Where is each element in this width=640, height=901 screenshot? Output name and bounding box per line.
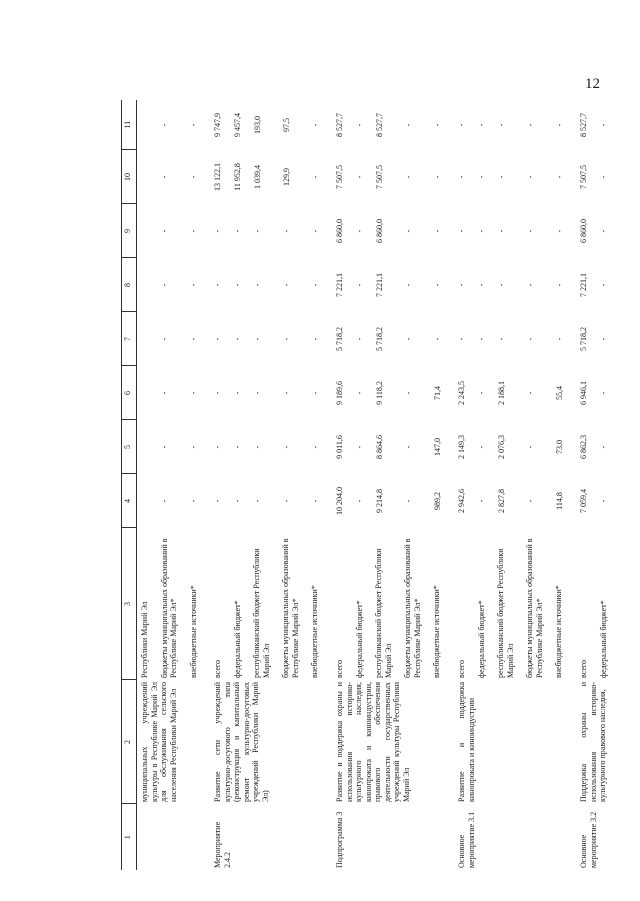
value: -	[477, 337, 486, 341]
value: 2 149,3	[457, 435, 466, 459]
value: 9 214,8	[375, 489, 384, 513]
value: -	[311, 175, 320, 179]
value: -	[526, 123, 535, 127]
header-cell: 4	[122, 474, 137, 528]
funding-source: республиканский бюджет Республики Марий Эл	[496, 548, 515, 678]
value: -	[253, 337, 262, 341]
funding-source: федеральный бюджет*	[232, 600, 242, 678]
value: -	[189, 499, 198, 503]
value: -	[599, 499, 608, 503]
value-cell	[332, 420, 454, 474]
value-cell	[210, 100, 332, 150]
table-row	[576, 100, 620, 870]
value-cell	[137, 204, 211, 258]
value: 147,0	[433, 438, 442, 456]
value-cell	[332, 366, 454, 420]
value-cell	[576, 420, 620, 474]
row-description: Развитие и поддержка охраны и использования историко-культурного наследия, кинопроката и киноиндустрии, правового обеспечения деятельности государственных учреждений культуры Республики Марий Эл	[335, 682, 411, 802]
value: -	[599, 283, 608, 287]
value: -	[213, 391, 222, 395]
header-cell: 7	[122, 312, 137, 366]
value: -	[555, 337, 564, 341]
value	[140, 422, 150, 472]
value: -	[526, 337, 535, 341]
value: -	[233, 337, 242, 341]
value: -	[526, 175, 535, 179]
value: -	[189, 229, 198, 233]
value: -	[355, 175, 364, 179]
value: -	[282, 229, 291, 233]
value: -	[404, 229, 413, 233]
value: 6 862,3	[579, 435, 588, 459]
value: 97,5	[282, 118, 291, 132]
value: -	[355, 337, 364, 341]
header-cell: 3	[122, 528, 137, 680]
value: -	[213, 283, 222, 287]
value: -	[213, 499, 222, 503]
value: -	[599, 175, 608, 179]
value: -	[355, 499, 364, 503]
value-cell	[137, 312, 211, 366]
value: 10 204,0	[335, 487, 344, 515]
value: 9 747,9	[213, 113, 222, 137]
table-row	[332, 100, 454, 870]
value: -	[477, 175, 486, 179]
value: 73,0	[555, 440, 564, 454]
row-description: муниципальных учреждений культуры в Республике Марий Эл для обслуживания сельского населения Республики Марий Эл	[140, 682, 178, 802]
value: 55,4	[555, 386, 564, 400]
value: 11 952,8	[233, 163, 242, 191]
value: -	[355, 229, 364, 233]
value-cell	[454, 204, 576, 258]
header-cell: 8	[122, 258, 137, 312]
value: -	[189, 391, 198, 395]
value: 5 718,2	[335, 327, 344, 351]
value: -	[457, 123, 466, 127]
value: -	[282, 391, 291, 395]
value	[140, 102, 150, 148]
value-cell	[210, 258, 332, 312]
row-label	[137, 804, 211, 870]
value: -	[160, 283, 169, 287]
value	[140, 152, 150, 202]
value: -	[311, 229, 320, 233]
value: 8 864,6	[375, 435, 384, 459]
funding-source: всего	[213, 659, 222, 678]
value: 6 860,0	[375, 219, 384, 243]
value-cell	[332, 204, 454, 258]
value-cell	[332, 150, 454, 204]
value: -	[477, 499, 486, 503]
value: 8 527,7	[335, 113, 344, 137]
value: 8 527,7	[375, 113, 384, 137]
value: -	[404, 391, 413, 395]
value: 989,2	[433, 492, 442, 510]
row-description: Развитие и поддержка кинопроката и киноиндустрии	[457, 682, 476, 802]
funding-source: федеральный бюджет*	[598, 600, 608, 678]
funding-source: всего	[579, 659, 588, 678]
value: 6 860,0	[335, 219, 344, 243]
funding-source-cell	[454, 528, 576, 680]
value: -	[189, 123, 198, 127]
funding-source: бюджеты муниципальных образований в Республике Марий Эл*	[525, 538, 544, 678]
value: -	[253, 229, 262, 233]
value: -	[160, 175, 169, 179]
header-cell: 5	[122, 420, 137, 474]
value: 129,9	[282, 168, 291, 186]
header-cell: 11	[122, 100, 137, 150]
value: -	[404, 499, 413, 503]
value: -	[282, 499, 291, 503]
value-cell	[137, 420, 211, 474]
funding-source-cell	[332, 528, 454, 680]
funding-source: республиканский бюджет Республики Марий Эл	[374, 548, 393, 678]
value	[140, 368, 150, 418]
value: -	[311, 123, 320, 127]
value: -	[311, 499, 320, 503]
value: -	[253, 391, 262, 395]
value: -	[526, 445, 535, 449]
value: 7 507,5	[375, 165, 384, 189]
value: -	[160, 499, 169, 503]
value: 13 122,1	[213, 163, 222, 191]
value-cell	[210, 204, 332, 258]
value-cell	[210, 420, 332, 474]
value-cell	[210, 312, 332, 366]
value: -	[160, 391, 169, 395]
value: -	[477, 391, 486, 395]
value-cell	[137, 150, 211, 204]
value: 1 039,4	[253, 165, 262, 189]
header-cell: 6	[122, 366, 137, 420]
value: 8 527,7	[579, 113, 588, 137]
value: 9 118,2	[375, 381, 384, 405]
value: -	[404, 337, 413, 341]
funding-source: внебюджетные источники*	[310, 585, 319, 678]
value-cell	[137, 366, 211, 420]
value: 6 946,1	[579, 381, 588, 405]
value: 9 011,6	[335, 435, 344, 459]
value: -	[555, 123, 564, 127]
value-cell	[137, 474, 211, 528]
header-cell: 1	[122, 804, 137, 870]
value: -	[599, 445, 608, 449]
value: 6 860,0	[579, 219, 588, 243]
value-cell	[576, 366, 620, 420]
value	[140, 206, 150, 256]
value: -	[433, 123, 442, 127]
value: -	[355, 283, 364, 287]
header-cell: 10	[122, 150, 137, 204]
value: -	[433, 337, 442, 341]
funding-source: всего	[335, 659, 344, 678]
value-cell	[210, 474, 332, 528]
value: 71,4	[433, 386, 442, 400]
value: -	[189, 445, 198, 449]
value: -	[433, 229, 442, 233]
value-cell	[454, 258, 576, 312]
funding-source: внебюджетные источники*	[188, 585, 198, 678]
value: -	[311, 391, 320, 395]
value-cell	[332, 258, 454, 312]
value: -	[497, 283, 506, 287]
value: -	[477, 123, 486, 127]
value-cell	[210, 150, 332, 204]
value: -	[526, 499, 535, 503]
value: -	[599, 229, 608, 233]
funding-source: внебюджетные источники*	[432, 585, 441, 678]
table-row	[454, 100, 576, 870]
value: -	[311, 283, 320, 287]
row-description: Поддержка охраны и использования историко-культурного правового наследия,	[579, 682, 607, 802]
value: 9 457,4	[233, 113, 242, 137]
table-header-row	[122, 100, 137, 870]
value: -	[497, 337, 506, 341]
value: 5 718,2	[579, 327, 588, 351]
value: -	[233, 445, 242, 449]
funding-source: бюджеты муниципальных образований в Республике Марий Эл*	[281, 538, 300, 678]
value: -	[189, 337, 198, 341]
value: -	[404, 175, 413, 179]
value: -	[253, 445, 262, 449]
value: -	[233, 499, 242, 503]
value: -	[282, 283, 291, 287]
value: -	[555, 175, 564, 179]
value: -	[526, 283, 535, 287]
funding-source-cell	[576, 528, 620, 680]
value: -	[404, 445, 413, 449]
value: -	[477, 445, 486, 449]
value-cell	[576, 258, 620, 312]
row-label: Подпрограмма 3	[335, 811, 344, 868]
value: -	[160, 337, 169, 341]
value: 2 827,8	[497, 489, 506, 513]
value-cell	[576, 312, 620, 366]
value: 9 189,6	[335, 381, 344, 405]
value: -	[189, 283, 198, 287]
funding-source: внебюджетные источники*	[554, 585, 563, 678]
value: 2 243,5	[457, 381, 466, 405]
row-label: Основное мероприятие 3.2	[579, 811, 598, 868]
value-cell	[332, 312, 454, 366]
value: -	[355, 445, 364, 449]
value: -	[233, 229, 242, 233]
funding-source-cell	[137, 528, 211, 680]
value: -	[213, 445, 222, 449]
value: -	[355, 391, 364, 395]
row-description: Развитие сети учреждений культурно-досугового типа (реконструкция и капитальный ремонт культурно-досуговых учреждений Республики Марий Эл)	[213, 682, 270, 802]
value: -	[160, 445, 169, 449]
value: 7 221,1	[579, 273, 588, 297]
header-cell: 9	[122, 204, 137, 258]
funding-source: Республики Марий Эл	[140, 601, 149, 678]
value: -	[457, 283, 466, 287]
value-cell	[576, 474, 620, 528]
value: -	[599, 123, 608, 127]
value: 114,8	[555, 492, 564, 510]
value	[140, 260, 150, 310]
value: -	[355, 123, 364, 127]
financing-table	[121, 100, 620, 870]
value: -	[555, 229, 564, 233]
value-cell	[332, 100, 454, 150]
value-cell	[137, 100, 211, 150]
value: -	[555, 283, 564, 287]
table-row	[137, 100, 211, 870]
value-cell	[454, 366, 576, 420]
value: 2 076,3	[497, 435, 506, 459]
value: 2 942,6	[457, 489, 466, 513]
funding-source: федеральный бюджет*	[354, 600, 364, 678]
value: -	[253, 283, 262, 287]
funding-source: всего	[457, 659, 466, 678]
rotated-table-wrapper	[121, 100, 640, 870]
value: -	[457, 337, 466, 341]
value: -	[189, 175, 198, 179]
value: -	[497, 175, 506, 179]
value: -	[599, 337, 608, 341]
funding-source: федеральный бюджет*	[476, 600, 486, 678]
value-cell	[454, 420, 576, 474]
value-cell	[454, 150, 576, 204]
funding-source: республиканский бюджет Республики Марий Эл	[252, 548, 271, 678]
value	[140, 476, 150, 526]
value: -	[526, 391, 535, 395]
value: 5 718,2	[375, 327, 384, 351]
value: -	[311, 445, 320, 449]
table-body	[137, 100, 621, 870]
table-row	[210, 100, 332, 870]
value: -	[233, 391, 242, 395]
value: -	[457, 229, 466, 233]
value: -	[497, 123, 506, 127]
value-cell	[210, 366, 332, 420]
value: -	[433, 175, 442, 179]
value: -	[497, 229, 506, 233]
value-cell	[576, 100, 620, 150]
value: -	[457, 175, 466, 179]
value-cell	[576, 150, 620, 204]
value: -	[213, 337, 222, 341]
value: -	[433, 283, 442, 287]
value: 7 507,5	[579, 165, 588, 189]
value: 7 221,1	[375, 273, 384, 297]
page-number: 12	[585, 76, 600, 92]
value: -	[282, 337, 291, 341]
value: 193,0	[253, 116, 262, 134]
value: 7 221,1	[335, 273, 344, 297]
value: -	[526, 229, 535, 233]
value: 2 188,1	[497, 381, 506, 405]
value: -	[160, 123, 169, 127]
value: -	[253, 499, 262, 503]
value: -	[477, 229, 486, 233]
value: -	[233, 283, 242, 287]
funding-source: бюджеты муниципальных образований в Республике Марий Эл*	[159, 538, 178, 678]
row-label: Основное мероприятие 3.1	[457, 811, 476, 868]
funding-source-cell	[210, 528, 332, 680]
funding-source: бюджеты муниципальных образований в Республике Марий Эл*	[403, 538, 422, 678]
value: -	[213, 229, 222, 233]
value: -	[404, 123, 413, 127]
value: -	[404, 283, 413, 287]
value: -	[160, 229, 169, 233]
value: -	[599, 391, 608, 395]
value: -	[477, 283, 486, 287]
value: 7 507,5	[335, 165, 344, 189]
value-cell	[576, 204, 620, 258]
row-label: Мероприятие 2.4.2	[213, 821, 232, 868]
value-cell	[454, 474, 576, 528]
value-cell	[332, 474, 454, 528]
value-cell	[454, 312, 576, 366]
value: -	[311, 337, 320, 341]
value: 7 059,4	[579, 489, 588, 513]
value-cell	[137, 258, 211, 312]
value	[140, 314, 150, 364]
value: -	[282, 445, 291, 449]
value-cell	[454, 100, 576, 150]
header-cell: 2	[122, 680, 137, 804]
